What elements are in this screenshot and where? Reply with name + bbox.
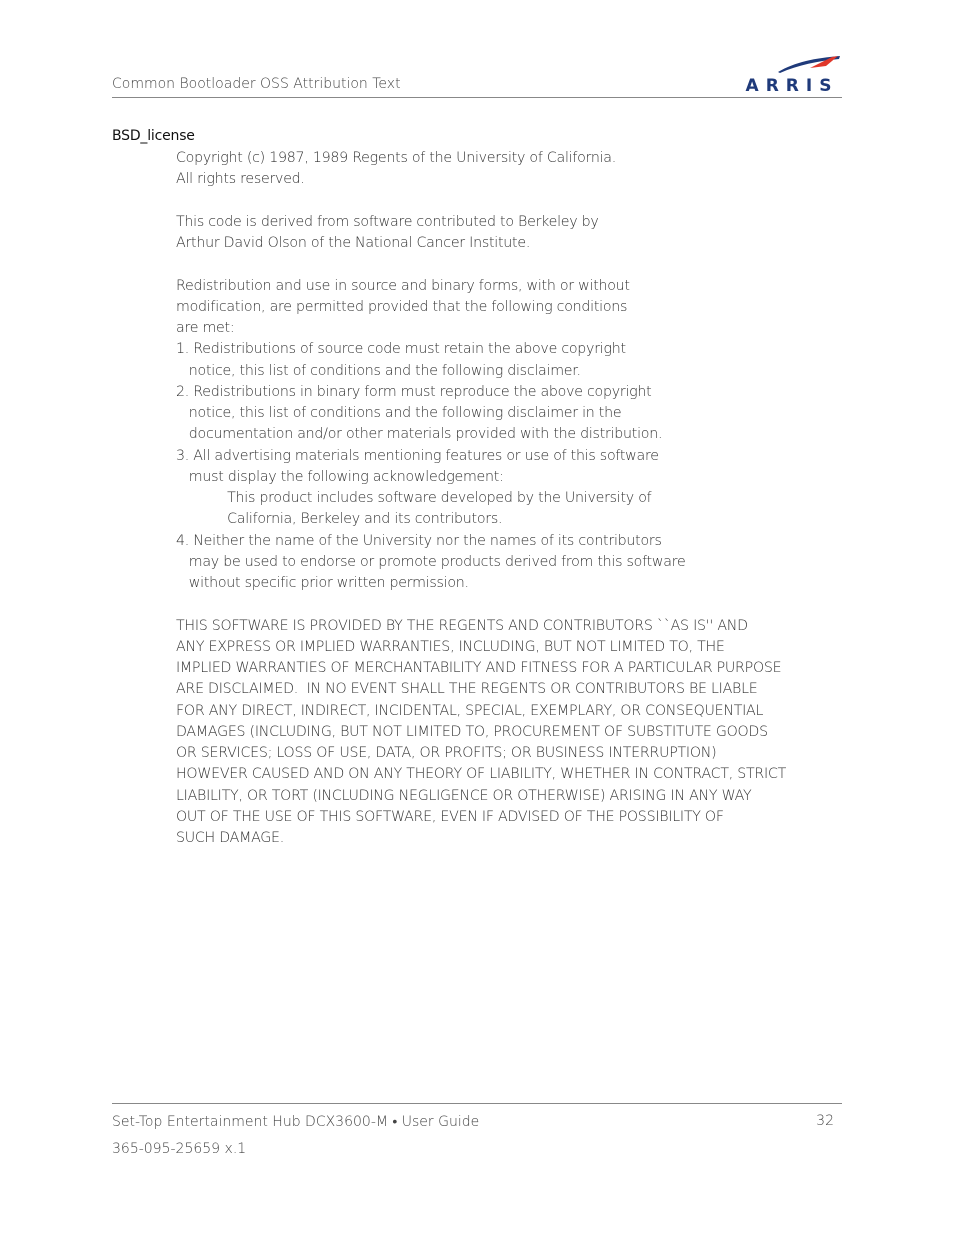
license-line: ANY EXPRESS OR IMPLIED WARRANTIES, INCLUDING, BUT NOT LIMITED TO, THE <box>176 638 725 655</box>
license-line: 4. Neither the name of the University nor the names of its contributors <box>176 532 662 549</box>
license-line: notice, this list of conditions and the following disclaimer in the <box>176 405 622 421</box>
license-line: documentation and/or other materials provided with the distribution. <box>176 426 663 443</box>
header-divider <box>112 97 842 98</box>
license-line: are met: <box>176 320 235 336</box>
footer-guide-title: Set-Top Entertainment Hub DCX3600-M • User Guide <box>112 1114 480 1130</box>
document-number: 365-095-25659 x.1 <box>112 1141 247 1157</box>
license-line: SUCH DAMAGE. <box>176 830 285 846</box>
license-line <box>176 191 816 212</box>
license-line: This code is derived from software contributed to Berkeley by <box>176 213 599 230</box>
footer-divider <box>112 1103 842 1104</box>
license-line <box>176 594 816 615</box>
arris-logo <box>740 54 844 94</box>
license-line: HOWEVER CAUSED AND ON ANY THEORY OF LIABILITY, WHETHER IN CONTRACT, STRICT <box>176 766 787 783</box>
license-line: Copyright (c) 1987, 1989 Regents of the University of California. <box>176 150 616 166</box>
license-line: This product includes software developed by the University of <box>176 490 652 506</box>
logo-text: ARRIS <box>745 76 839 94</box>
license-line: OR SERVICES; LOSS OF USE, DATA, OR PROFITS; OR BUSINESS INTERRUPTION) <box>176 745 717 761</box>
license-line: Redistribution and use in source and binary forms, with or without <box>176 277 630 294</box>
license-line: modification, are permitted provided that the following conditions <box>176 298 628 315</box>
license-line: ARE DISCLAIMED. IN NO EVENT SHALL THE REGENTS OR CONTRIBUTORS BE LIABLE <box>176 681 758 698</box>
license-line: OUT OF THE USE OF THIS SOFTWARE, EVEN IF ADVISED OF THE POSSIBILITY OF <box>176 808 724 825</box>
license-text <box>176 148 816 849</box>
license-line: 3. All advertising materials mentioning features or use of this software <box>176 447 659 464</box>
license-line: Arthur David Olson of the National Cancer Institute. <box>176 235 531 251</box>
header-title: Common Bootloader OSS Attribution Text <box>112 76 401 92</box>
license-line: FOR ANY DIRECT, INDIRECT, INCIDENTAL, SPECIAL, EXEMPLARY, OR CONSEQUENTIAL <box>176 702 764 719</box>
license-line: IMPLIED WARRANTIES OF MERCHANTABILITY AND FITNESS FOR A PARTICULAR PURPOSE <box>176 660 782 676</box>
license-line: California, Berkeley and its contributors. <box>176 511 503 528</box>
page-number: 32 <box>816 1113 834 1129</box>
license-line: 1. Redistributions of source code must retain the above copyright <box>176 341 626 358</box>
license-line <box>176 254 816 275</box>
section-heading: BSD_license <box>112 128 195 144</box>
license-line: may be used to endorse or promote products derived from this software <box>176 553 686 570</box>
license-line: LIABILITY, OR TORT (INCLUDING NEGLIGENCE OR OTHERWISE) ARISING IN ANY WAY <box>176 787 752 804</box>
license-line: DAMAGES (INCLUDING, BUT NOT LIMITED TO, PROCUREMENT OF SUBSTITUTE GOODS <box>176 723 768 740</box>
license-line: must display the following acknowledgement: <box>176 468 504 485</box>
license-line: notice, this list of conditions and the following disclaimer. <box>176 362 581 379</box>
license-line: 2. Redistributions in binary form must reproduce the above copyright <box>176 383 652 400</box>
license-line: without specific prior written permission. <box>176 575 469 591</box>
license-line: All rights reserved. <box>176 171 305 188</box>
license-line: THIS SOFTWARE IS PROVIDED BY THE REGENTS AND CONTRIBUTORS ``AS IS'' AND <box>176 617 748 634</box>
